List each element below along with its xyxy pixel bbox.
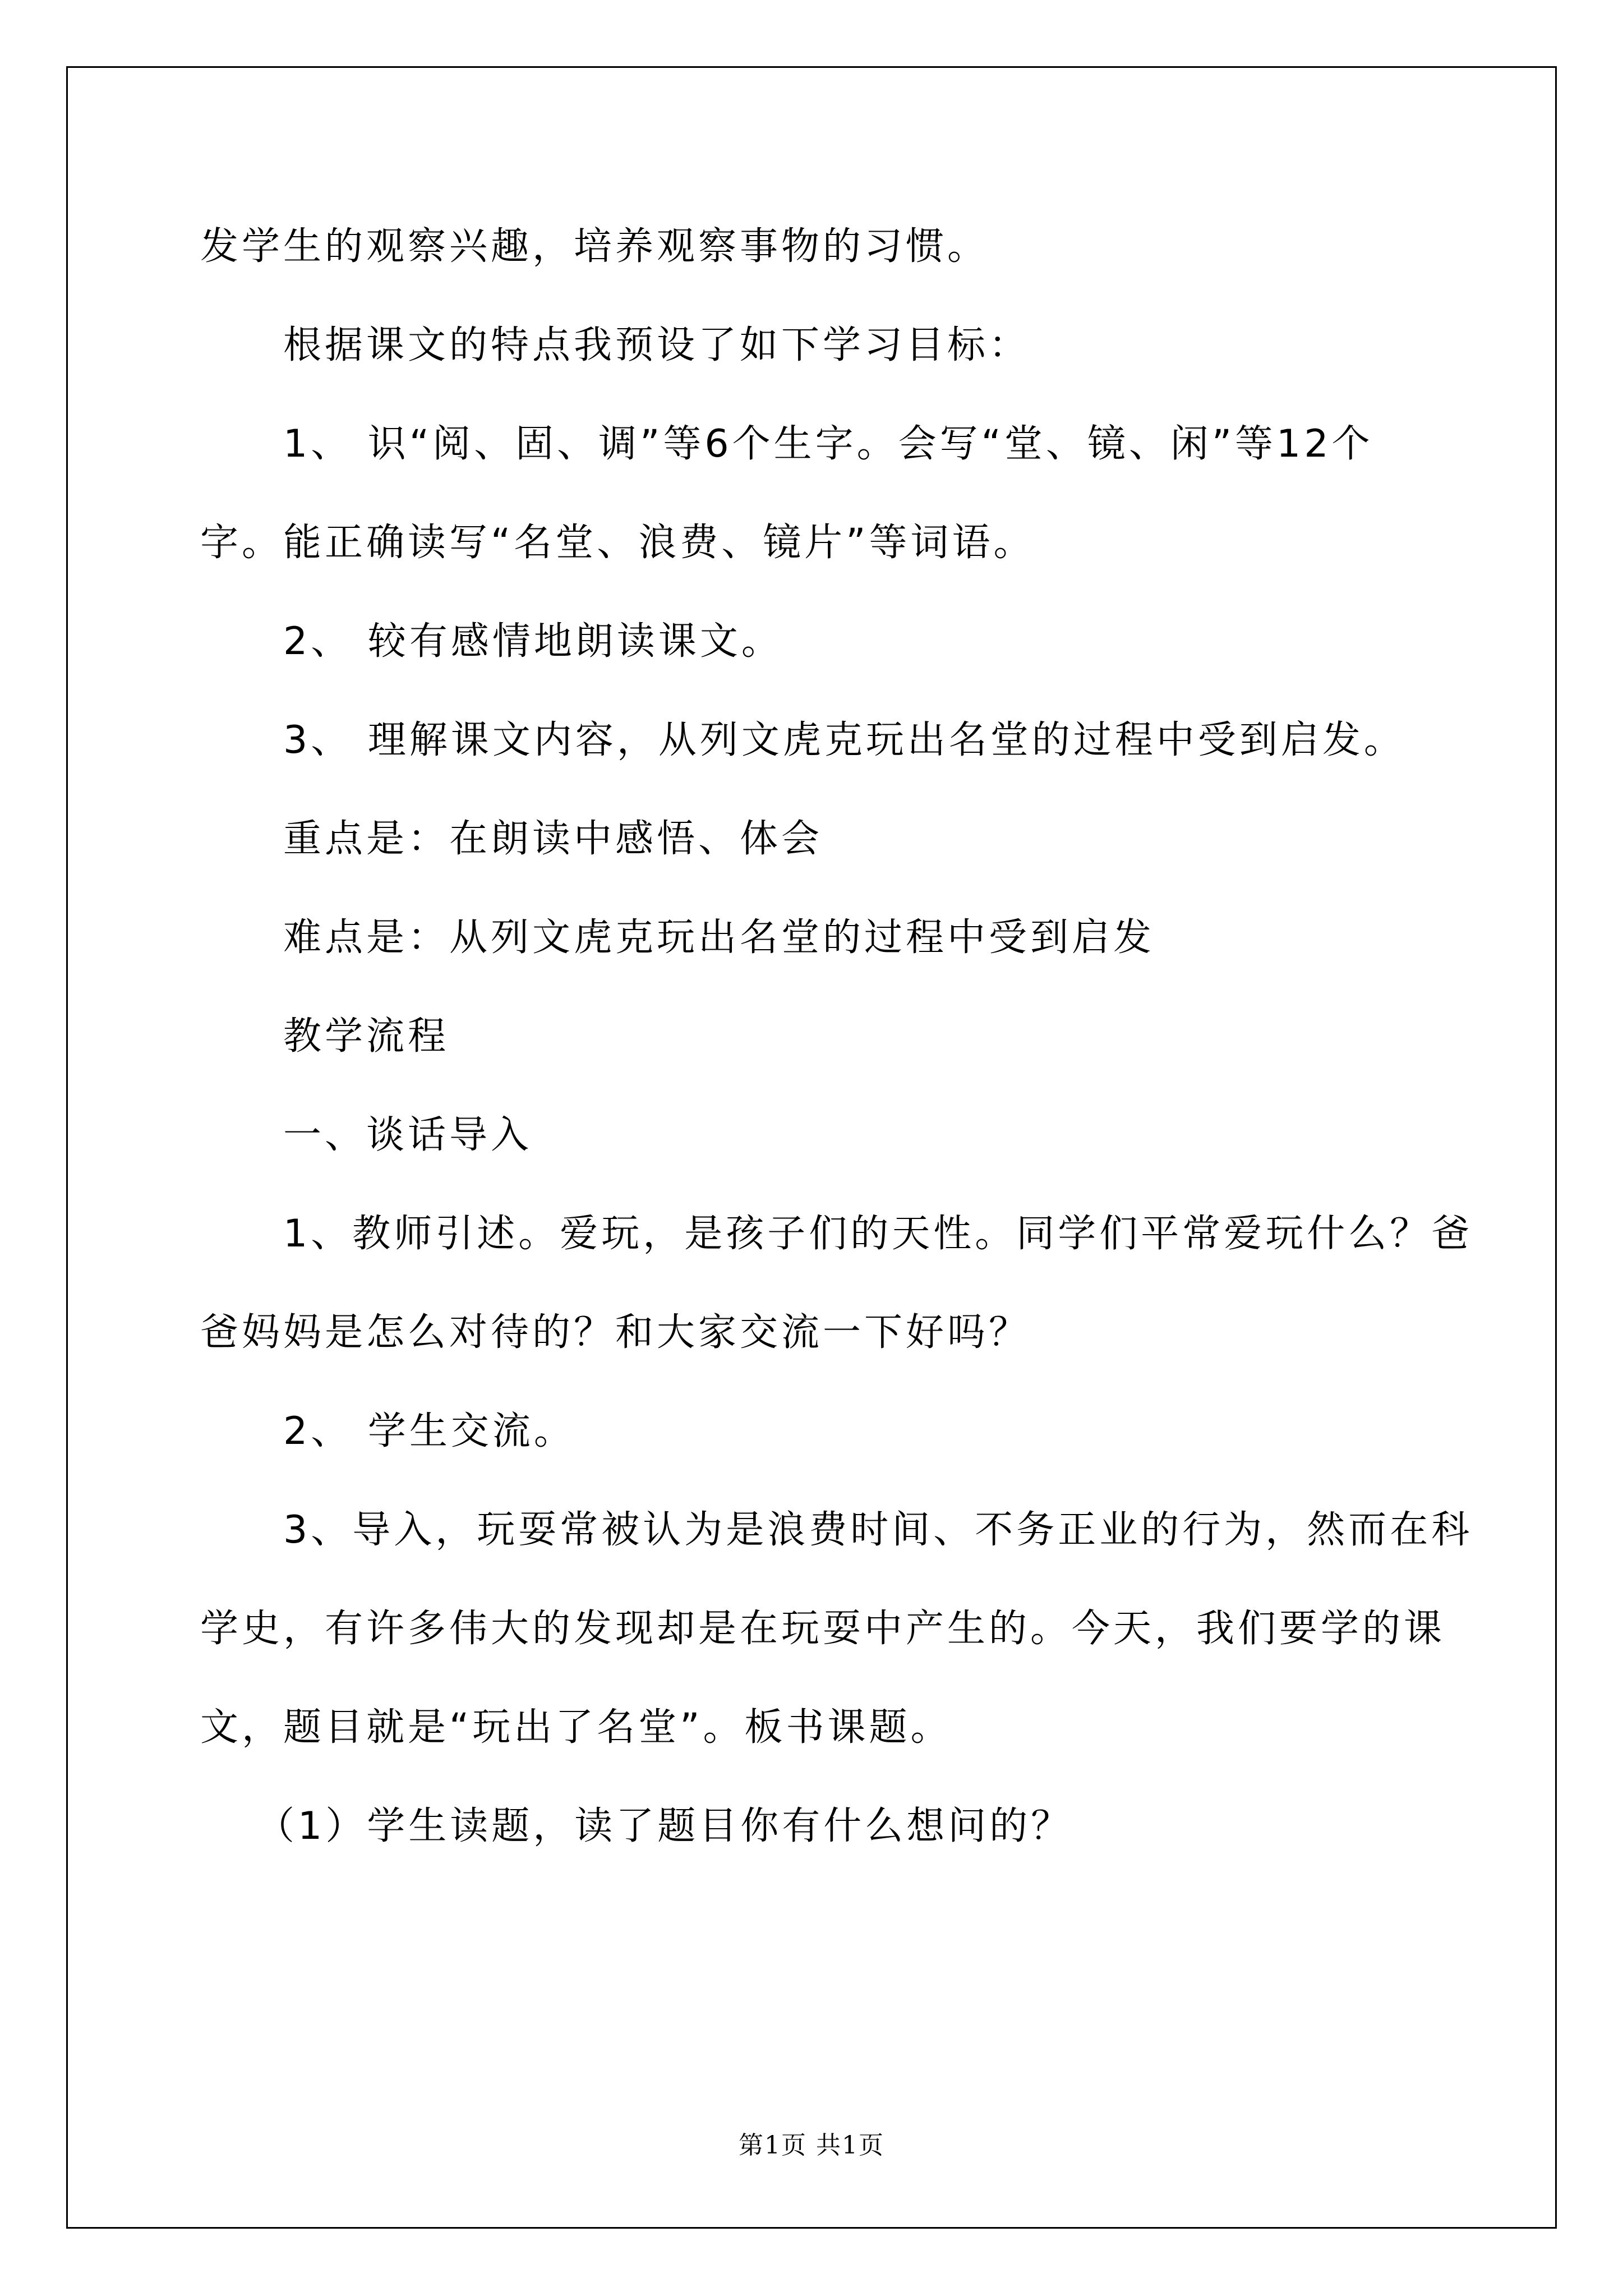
- paragraph-line: 2、 较有感情地朗读课文。: [283, 619, 783, 664]
- section-heading: 教学流程: [283, 1014, 450, 1059]
- page-footer: 第1页 共1页: [739, 2131, 884, 2160]
- paragraph-line: 1、 识“阅、固、调”等6个生字。会写“堂、镜、闲”等12个: [283, 422, 1373, 466]
- paragraph-line: 文，题目就是“玩出了名堂”。板书课题。: [200, 1705, 952, 1750]
- paragraph-line: 2、 学生交流。: [283, 1409, 575, 1453]
- paragraph-line: 字。能正确读写“名堂、浪费、镜片”等词语。: [200, 521, 1035, 565]
- paragraph-line: 爸妈妈是怎么对待的？和大家交流一下好吗？: [200, 1310, 1031, 1355]
- paragraph-line: 根据课文的特点我预设了如下学习目标：: [283, 323, 1031, 367]
- paragraph-line: 1、教师引述。爱玩，是孩子们的天性。同学们平常爱玩什么？爸: [283, 1212, 1473, 1256]
- section-heading: 一、谈话导入: [283, 1113, 533, 1157]
- paragraph-line: 难点是：从列文虎克玩出名堂的过程中受到启发: [283, 915, 1155, 960]
- paragraph-line: 学史，有许多伟大的发现却是在玩耍中产生的。今天，我们要学的课: [200, 1607, 1446, 1651]
- paragraph-line: 3、 理解课文内容，从列文虎克玩出名堂的过程中受到启发。: [283, 718, 1405, 762]
- paragraph-line: 重点是：在朗读中感悟、体会: [283, 817, 823, 861]
- paragraph-line: （1）学生读题，读了题目你有什么想问的？: [256, 1804, 1073, 1848]
- paragraph-line: 发学生的观察兴趣，培养观察事物的习惯。: [200, 224, 989, 269]
- paragraph-line: 3、导入，玩耍常被认为是浪费时间、不务正业的行为，然而在科: [283, 1508, 1473, 1552]
